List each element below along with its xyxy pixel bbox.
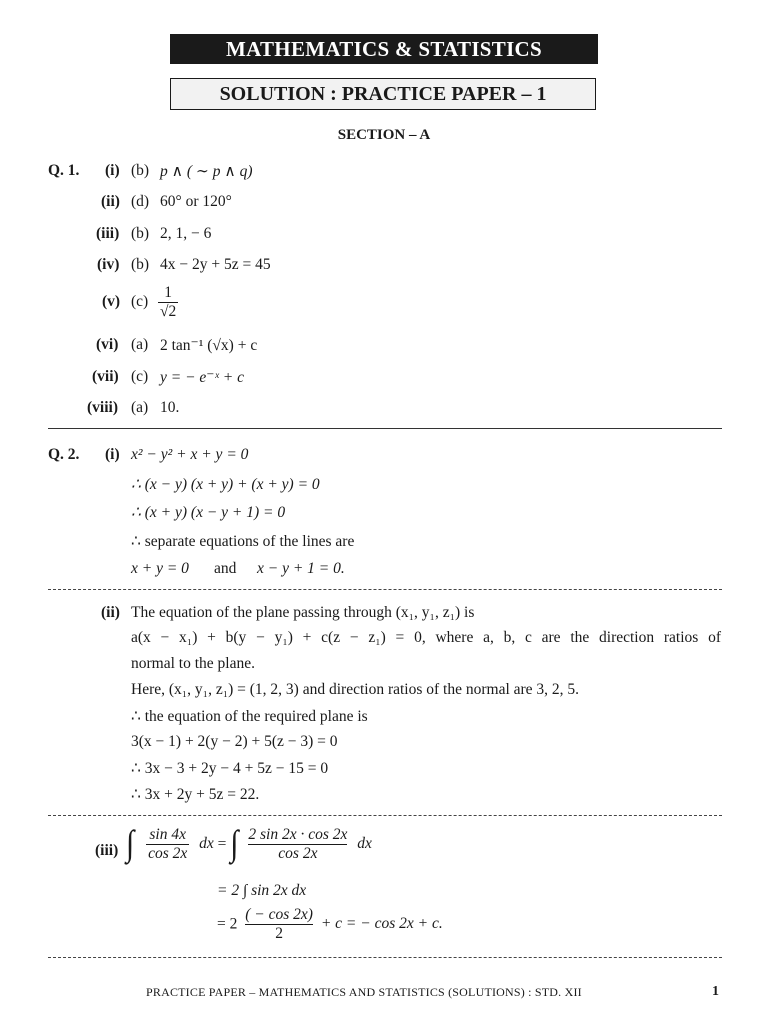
q2-i-line: and: [214, 560, 237, 577]
item-option: (b): [131, 256, 150, 273]
item-roman: (vi): [96, 336, 119, 353]
fraction: [146, 826, 189, 863]
item-answer: 60° or 120°: [160, 193, 232, 210]
item-roman: (v): [102, 293, 121, 310]
item-option: (d): [131, 193, 150, 210]
q2-iii-line-3: [217, 906, 443, 943]
q1-label: Q. 1.: [48, 162, 80, 179]
section-heading: SECTION – A: [337, 127, 431, 143]
q2-i-line: x² − y² + x + y = 0: [131, 446, 249, 463]
q2-ii-line: Here, (x₁, y₁, z₁) = (1, 2, 3) and direction ratios of the normal are 3, 2, 5.: [131, 681, 580, 698]
dashed-divider: [48, 957, 722, 958]
q2-ii-line: ∴ 3x + 2y + 5z = 22.: [131, 786, 260, 803]
item-answer: y = − e⁻ˣ + c: [160, 369, 244, 386]
q2-i-line: ∴ (x − y) (x + y) + (x + y) = 0: [131, 476, 320, 493]
page-number: 1: [712, 984, 719, 999]
item-option: (a): [131, 399, 149, 416]
q2-label: Q. 2.: [48, 446, 80, 463]
paper-subtitle: SOLUTION : PRACTICE PAPER – 1: [170, 78, 596, 110]
q2-ii-line: ∴ the equation of the required plane is: [131, 708, 368, 725]
q2-i-line: x + y = 0: [131, 560, 189, 577]
coefficient: = 2: [217, 915, 238, 933]
item-option: (c): [131, 293, 149, 310]
item-answer: 10.: [160, 399, 180, 416]
q2-ii-line: 3(x − 1) + 2(y − 2) + 5(z − 3) = 0: [131, 733, 338, 750]
fraction-denominator: cos 2x: [248, 844, 347, 863]
dashed-divider: [48, 815, 722, 816]
q2-i-line: ∴ (x + y) (x − y + 1) = 0: [131, 504, 286, 521]
q2-part-ii-label: (ii): [101, 604, 120, 621]
fraction-denominator: 2: [245, 924, 313, 943]
q2-iii-line-2: = 2 ∫ sin 2x dx: [217, 882, 307, 899]
fraction-numerator: sin 4x: [149, 826, 186, 843]
item-option: (b): [131, 225, 150, 242]
q2-i-line: x − y + 1 = 0.: [257, 560, 345, 577]
q2-ii-line: normal to the plane.: [131, 655, 255, 672]
q2-ii-line: ∴ 3x − 3 + 2y − 4 + 5z − 15 = 0: [131, 760, 329, 777]
item-roman: (iii): [96, 225, 120, 242]
fraction-numerator: 1: [164, 284, 172, 301]
item-roman: (i): [105, 162, 120, 179]
fraction: [248, 826, 347, 863]
item-answer-fraction: [158, 284, 178, 321]
item-answer: 2 tan⁻¹ (√x) + c: [160, 337, 258, 354]
integral-sign: ∫: [126, 823, 135, 864]
differential: dx: [199, 835, 214, 853]
equals: =: [217, 835, 227, 853]
item-option: (c): [131, 368, 149, 385]
paper-title: MATHEMATICS & STATISTICS: [170, 34, 598, 64]
page-footer: PRACTICE PAPER – MATHEMATICS AND STATISTICS (SOLUTIONS) : STD. XII: [146, 985, 582, 999]
fraction-denominator: cos 2x: [148, 844, 188, 862]
item-answer: 4x − 2y + 5z = 45: [160, 256, 271, 273]
q2-part-i-label: (i): [105, 446, 120, 463]
fraction-numerator: 2 sin 2x · cos 2x: [248, 826, 348, 843]
section-divider: [48, 428, 722, 429]
item-roman: (ii): [101, 193, 120, 210]
item-option: (a): [131, 336, 149, 353]
fraction: [245, 906, 313, 943]
item-roman: (iv): [97, 256, 120, 273]
q2-ii-line: a(x − x₁) + b(y − y₁) + c(z − z₁) = 0, where a, b, c are the direction ratios of: [131, 629, 721, 646]
fraction-denominator: √2: [160, 302, 177, 320]
q2-ii-line: The equation of the plane passing through (x₁, y₁, z₁) is: [131, 604, 475, 621]
item-option: (b): [131, 162, 150, 179]
differential: dx: [357, 835, 372, 853]
q2-part-iii-label: (iii): [95, 842, 119, 859]
item-roman: (vii): [92, 368, 119, 385]
item-roman: (viii): [87, 399, 118, 416]
q2-iii-line-1: [126, 823, 372, 864]
dashed-divider: [48, 589, 722, 590]
result: + c = − cos 2x + c.: [320, 915, 443, 933]
integral-sign: ∫: [230, 823, 239, 864]
item-answer: p ∧ ( ∼ p ∧ q): [160, 163, 253, 180]
item-answer: 2, 1, − 6: [160, 225, 212, 242]
fraction-numerator: ( − cos 2x): [245, 906, 313, 923]
q2-i-line: ∴ separate equations of the lines are: [131, 533, 355, 550]
